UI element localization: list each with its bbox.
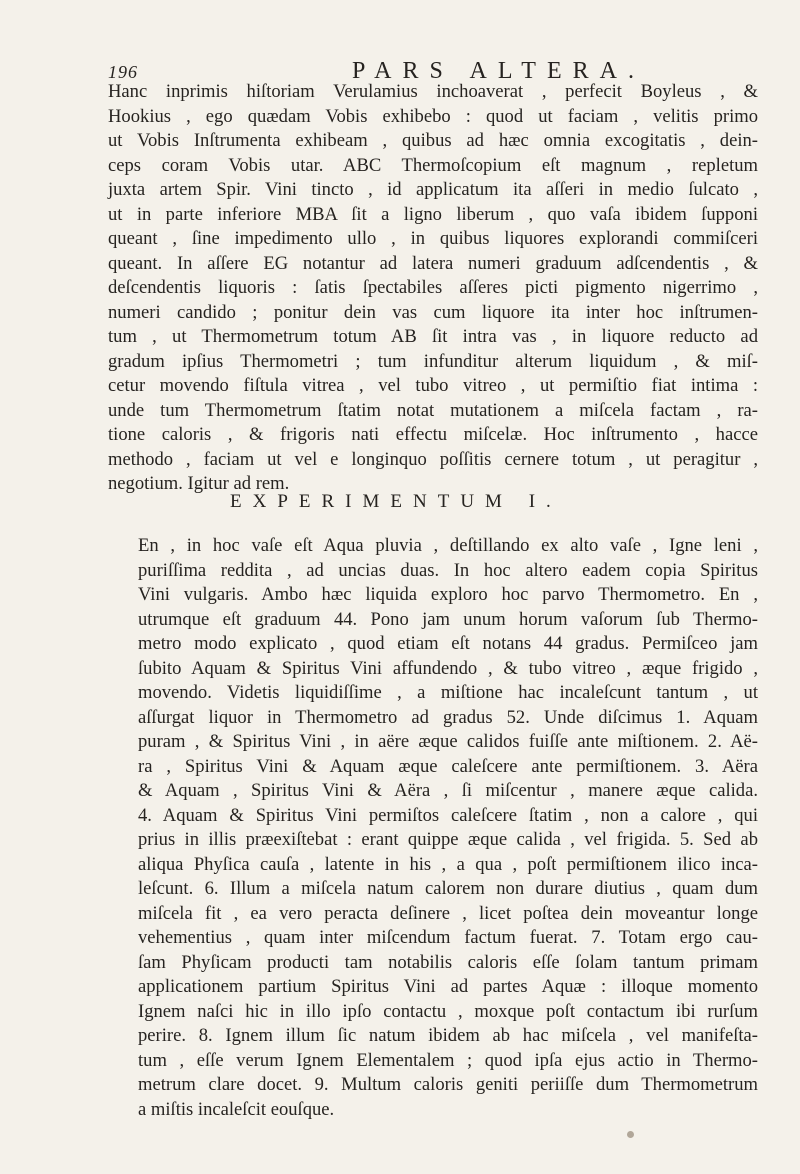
text-line: unde tum Thermometrum ſtatim notat mutationem a miſcela factam , ra- bbox=[108, 399, 758, 421]
page-number: 196 bbox=[108, 62, 138, 82]
text-line: numeri candido ; ponitur dein vas cum liquore ita inter hoc inſtrumen- bbox=[108, 301, 758, 323]
text-line: miſcela fit , ea vero peracta deſinere , licet poſtea dein moveantur longe bbox=[138, 902, 758, 924]
text-line: queant. In aſſere EG notantur ad latera numeri graduum adſcendentis , & bbox=[108, 252, 758, 274]
text-line: & Aquam , Spiritus Vini & Aëra , ſi miſcentur , manere æque calida. bbox=[138, 780, 758, 801]
text-line: ra , Spiritus Vini & Aquam æque caleſcere ante permiſtionem. 3. Aëra bbox=[138, 755, 758, 777]
text-line: 4. Aquam & Spiritus Vini permiſtos caleſcere ſtatim , non a calore , qui bbox=[138, 804, 758, 826]
text-line: utrumque eſt graduum 44. Pono jam unum horum vaſorum ſub Thermo- bbox=[138, 608, 758, 630]
text-line: methodo , faciam ut vel e longinquo poſſitis cernere totum , ut peragitur , bbox=[108, 448, 758, 470]
text-line: leſcunt. 6. Illum a miſcela natum calorem non durare diutius , quam dum bbox=[138, 878, 758, 899]
section-heading: EXPERIMENTUM I. bbox=[230, 491, 562, 512]
text-line: applicationem partium Spiritus Vini ad partes Aquæ : illoque momento bbox=[138, 976, 758, 997]
text-line: ſubito Aquam & Spiritus Vini affundendo , & tubo vitreo , æque frigido , bbox=[138, 657, 758, 679]
text-line: perire. 8. Ignem illum ſic natum ibidem ab hac miſcela , vel manifeſta- bbox=[138, 1025, 758, 1046]
text-line: deſcendentis liquoris : ſatis ſpectabiles aſſeres picti pigmento nigerrimo , bbox=[108, 277, 758, 298]
text-line: puram , & Spiritus Vini , in aëre æque calidos fuiſſe ante miſtionem. 2. Aë- bbox=[138, 731, 758, 752]
text-line: Hookius , ego quædam Vobis exhibebo : quod ut faciam , velitis primo bbox=[108, 105, 758, 127]
text-line: ut Vobis Inſtrumenta exhibeam , quibus ad hæc omnia excogitatis , dein- bbox=[108, 130, 758, 151]
text-line: puriſſima reddita , ad uncias duas. In hoc altero eadem copia Spiritus bbox=[138, 559, 758, 581]
text-line: Ignem naſci hic in illo ipſo contactu , moxque poſt contactum ibi rurſum bbox=[138, 1000, 758, 1022]
text-line: a miſtis incaleſcit eouſque. bbox=[138, 1098, 335, 1120]
text-line: ut in parte inferiore MBA ſit a ligno liberum , quo vaſa ibidem ſupponi bbox=[108, 203, 758, 225]
text-line: Vini vulgaris. Ambo hæc liquida exploro hoc parvo Thermometro. En , bbox=[138, 584, 758, 605]
text-line: tione caloris , & frigoris nati effectu miſcelæ. Hoc inſtrumento , hacce bbox=[108, 424, 758, 445]
text-line: prius in illis præexiſtebat : erant quippe æque calida , vel frigida. 5. Sed ab bbox=[138, 829, 758, 850]
text-line: queant , ſine impedimento ullo , in quibus liquores explorandi commiſceri bbox=[108, 228, 758, 249]
text-line: vehementius , quam inter miſcendum factum fuerat. 7. Totam ergo cau- bbox=[138, 927, 758, 948]
text-line: En , in hoc vaſe eſt Aqua pluvia , deſtillando ex alto vaſe , Igne leni , bbox=[138, 535, 758, 556]
paragraph-1 bbox=[108, 80, 758, 497]
text-line: cetur movendo fiſtula vitrea , vel tubo vitreo , ut permiſtio fiat intima : bbox=[108, 375, 758, 396]
text-line: Hanc inprimis hiſtoriam Verulamius inchoaverat , perfecit Boyleus , & bbox=[108, 81, 758, 102]
text-line: tum , eſſe verum Ignem Elementalem ; quod ipſa ejus actio in Thermo- bbox=[138, 1049, 758, 1071]
text-line: juxta artem Spir. Vini tincto , id applicatum ita aſſeri in medio ſulcato , bbox=[108, 179, 758, 200]
text-line: aſſurgat liquor in Thermometro ad gradus 52. Unde diſcimus 1. Aquam bbox=[138, 706, 758, 728]
text-line: metrum clare docet. 9. Multum caloris geniti periiſſe dum Thermometrum bbox=[138, 1074, 758, 1095]
text-line: movendo. Videtis liquidiſſime , a miſtione hac incaleſcunt tantum , ut bbox=[138, 682, 758, 703]
text-line: gradum ipſius Thermometri ; tum infunditur alterum liquidum , & miſ- bbox=[108, 350, 758, 372]
text-line: ſam Phyſicam producti tam notabilis caloris eſſe ſolam tantum primam bbox=[138, 951, 758, 973]
text-line: ceps coram Vobis utar. ABC Thermoſcopium eſt magnum , repletum bbox=[108, 154, 758, 176]
text-line: tum , ut Thermometrum totum AB ſit intra vas , in liquore reducto ad bbox=[108, 326, 758, 347]
text-line: metro modo explicato , quod etiam eſt notans 44 gradus. Permiſceo jam bbox=[138, 633, 758, 654]
paragraph-2 bbox=[108, 534, 758, 1122]
ink-spot bbox=[627, 1131, 634, 1138]
text-line: aliqua Phyſica cauſa , latente in his , a qua , poſt permiſtionem ilico inca- bbox=[138, 853, 758, 875]
text-line: negotium. Igitur ad rem. bbox=[108, 473, 290, 494]
running-head: PARS ALTERA. bbox=[352, 58, 645, 84]
